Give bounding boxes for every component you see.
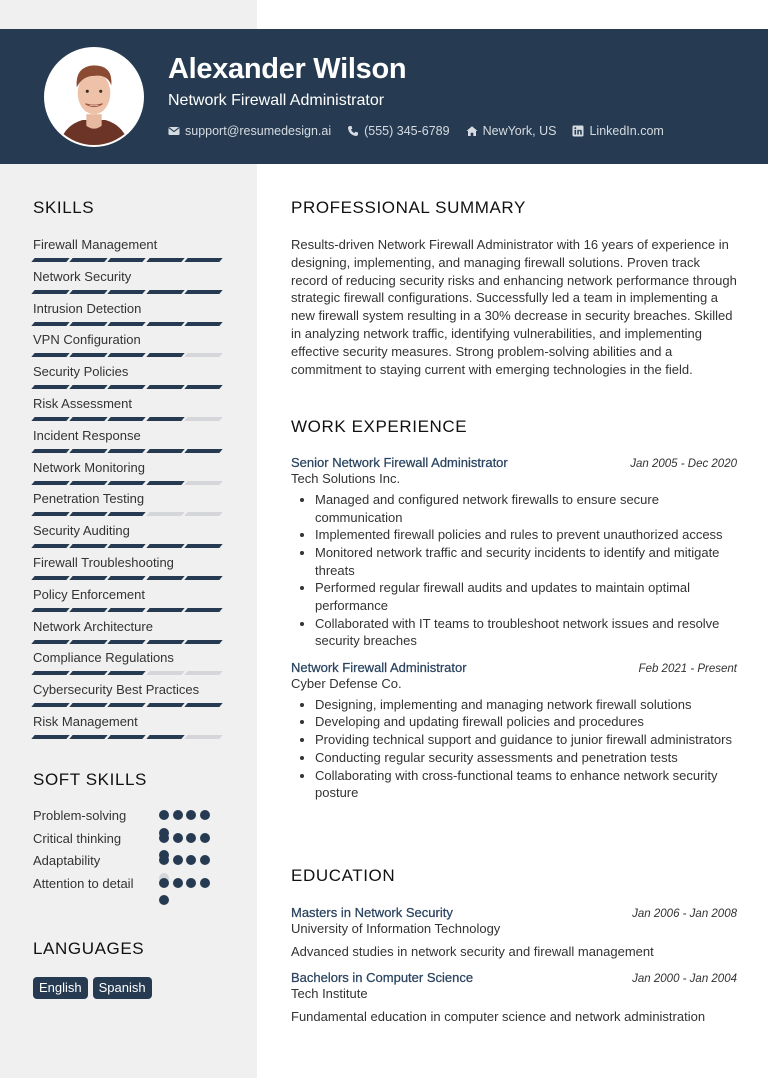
job-bullet: • Developing and updating firewall policies and procedures (315, 713, 737, 731)
level-bar-filled (108, 258, 146, 262)
level-bar-filled (184, 290, 222, 294)
contact-email[interactable] (168, 124, 331, 138)
phone-icon (347, 125, 359, 137)
candidate-name: Alexander Wilson (168, 53, 407, 85)
level-bar-filled (108, 385, 146, 389)
skill-name: Network Security (33, 268, 132, 284)
summary-section (291, 198, 737, 378)
skill-name: Network Architecture (33, 618, 153, 634)
skill-name: Policy Enforcement (33, 586, 145, 602)
job-header (291, 660, 737, 675)
job-bullets (291, 491, 737, 650)
soft-skill-item (33, 852, 233, 875)
skill-level-bars (33, 576, 233, 580)
level-bar-filled (184, 703, 222, 707)
summary-heading: PROFESSIONAL SUMMARY (291, 198, 526, 217)
level-bar-empty (184, 735, 222, 739)
level-bar-filled (70, 703, 108, 707)
level-bar-filled (108, 449, 146, 453)
candidate-title: Network Firewall Administrator (168, 92, 385, 109)
skill-level-bars (33, 703, 233, 707)
skill-item (33, 713, 233, 745)
education-description: Advanced studies in network security and firewall management (291, 944, 654, 959)
level-bar-filled (70, 322, 108, 326)
level-dot-filled (173, 833, 183, 843)
level-bar-filled (108, 512, 146, 516)
level-bar-filled (31, 608, 69, 612)
skill-item (33, 268, 233, 300)
level-bar-filled (70, 417, 108, 421)
skill-level-bars (33, 290, 233, 294)
job-bullet: • Collaborating with cross-functional teams to enhance network security posture (315, 767, 737, 802)
level-bar-empty (146, 512, 184, 516)
soft-skill-name: Critical thinking (33, 830, 122, 846)
level-bar-filled (108, 290, 146, 294)
level-bar-filled (31, 353, 69, 357)
jobs-list (291, 455, 737, 802)
level-bar-filled (70, 640, 108, 644)
level-bar-filled (146, 703, 184, 707)
level-bar-filled (31, 481, 69, 485)
level-bar-filled (146, 640, 184, 644)
level-bar-filled (108, 640, 146, 644)
contact-location (466, 124, 557, 138)
soft-skill-item (33, 875, 233, 915)
skill-name: Incident Response (33, 427, 141, 443)
skill-item (33, 586, 233, 618)
level-dot-filled (200, 833, 210, 843)
level-dot-filled (200, 878, 210, 888)
level-bar-filled (31, 576, 69, 580)
skills-heading: SKILLS (33, 198, 95, 217)
level-dot-filled (173, 878, 183, 888)
work-heading: WORK EXPERIENCE (291, 417, 468, 436)
skill-item (33, 363, 233, 395)
level-bar-filled (70, 608, 108, 612)
education-dates: Jan 2006 - Jan 2008 (632, 908, 737, 920)
education-degree: Masters in Network Security (291, 905, 453, 920)
level-bar-filled (70, 481, 108, 485)
linkedin-icon (572, 125, 584, 137)
soft-skills-heading: SOFT SKILLS (33, 770, 147, 789)
job-title: Network Firewall Administrator (291, 659, 467, 675)
level-dot-filled (159, 810, 169, 820)
skill-level-bars (33, 671, 233, 675)
level-dot-filled (186, 878, 196, 888)
level-bar-filled (184, 385, 222, 389)
level-bar-empty (184, 512, 222, 516)
skill-item (33, 427, 233, 459)
envelope-icon (168, 125, 180, 137)
skills-section (33, 198, 233, 745)
skill-name: Cybersecurity Best Practices (33, 682, 200, 698)
soft-skill-level-dots (159, 852, 215, 869)
level-bar-filled (70, 258, 108, 262)
level-bar-filled (70, 671, 108, 675)
level-dot-filled (159, 878, 169, 888)
skill-item (33, 522, 233, 554)
skill-level-bars (33, 258, 233, 262)
job-company: Tech Solutions Inc. (291, 471, 401, 486)
skill-name: Network Monitoring (33, 459, 145, 475)
level-bar-filled (146, 449, 184, 453)
job-bullet: • Collaborated with IT teams to troubleshoot network issues and resolve security breaches (315, 615, 737, 650)
job-bullet: • Conducting regular security assessments and penetration tests (315, 749, 737, 767)
level-bar-filled (31, 258, 69, 262)
level-bar-filled (146, 608, 184, 612)
profile-photo (44, 47, 144, 147)
job-company: Cyber Defense Co. (291, 675, 402, 691)
education-list (291, 905, 737, 1025)
level-bar-filled (31, 671, 69, 675)
level-dot-filled (159, 833, 169, 843)
level-bar-filled (31, 385, 69, 389)
languages-heading: LANGUAGES (33, 939, 145, 958)
skill-name: Security Policies (33, 364, 129, 380)
skill-name: Firewall Troubleshooting (33, 554, 174, 570)
level-bar-filled (70, 576, 108, 580)
level-bar-filled (108, 608, 146, 612)
home-icon (466, 125, 478, 137)
education-entry (291, 970, 737, 1025)
level-dot-filled (200, 855, 210, 865)
level-bar-empty (184, 417, 222, 421)
skill-name: Firewall Management (33, 237, 158, 252)
level-bar-filled (70, 449, 108, 453)
soft-skill-level-dots (159, 807, 215, 824)
contact-phone-text: (555) 345-6789 (364, 124, 450, 138)
level-bar-filled (146, 353, 184, 357)
skill-name: VPN Configuration (33, 332, 141, 348)
level-bar-filled (184, 322, 222, 326)
contact-linkedin[interactable] (572, 124, 663, 138)
languages-list (33, 977, 157, 999)
level-bar-empty (184, 353, 222, 357)
skill-level-bars (33, 512, 233, 516)
level-bar-filled (146, 258, 184, 262)
contact-email-text: support@resumedesign.ai (185, 124, 332, 138)
skill-level-bars (33, 544, 233, 548)
level-bar-filled (108, 481, 146, 485)
language-badge: Spanish (93, 977, 152, 999)
skill-level-bars (33, 385, 233, 389)
level-bar-filled (146, 417, 184, 421)
level-bar-filled (146, 290, 184, 294)
skill-item (33, 554, 233, 586)
level-bar-filled (31, 322, 69, 326)
education-section (291, 866, 737, 1025)
job-bullet: • Implemented firewall policies and rules to prevent unauthorized access (315, 526, 737, 544)
level-bar-filled (184, 576, 222, 580)
soft-skill-name: Attention to detail (33, 875, 134, 891)
level-bar-filled (108, 735, 146, 739)
level-bar-filled (146, 481, 184, 485)
education-school: Tech Institute (291, 986, 368, 1001)
soft-skill-item (33, 807, 233, 830)
level-bar-empty (146, 671, 184, 675)
level-bar-filled (146, 385, 184, 389)
resume-header (0, 29, 768, 164)
education-description: Fundamental education in computer science and network administration (291, 1009, 706, 1024)
education-dates: Jan 2000 - Jan 2004 (632, 973, 737, 985)
soft-skills-list (33, 807, 233, 915)
level-bar-filled (70, 512, 108, 516)
job-header (291, 455, 737, 470)
work-experience-section (291, 417, 737, 802)
job-dates: Feb 2021 - Present (638, 662, 737, 675)
education-heading: EDUCATION (291, 866, 396, 885)
skill-level-bars (33, 417, 233, 421)
soft-skill-level-dots (159, 830, 215, 847)
skill-item (33, 395, 233, 427)
level-dot-filled (186, 810, 196, 820)
job-bullet: • Monitored network traffic and security incidents to identify and mitigate threats (315, 544, 737, 579)
contact-info (168, 124, 680, 138)
level-bar-filled (31, 735, 69, 739)
level-bar-filled (31, 290, 69, 294)
level-bar-filled (70, 385, 108, 389)
level-bar-filled (31, 703, 69, 707)
skill-item (33, 236, 233, 268)
education-header (291, 970, 737, 985)
level-bar-empty (184, 671, 222, 675)
level-bar-filled (108, 544, 146, 548)
level-bar-filled (108, 353, 146, 357)
contact-phone[interactable] (347, 124, 449, 138)
level-dot-filled (173, 810, 183, 820)
level-bar-filled (70, 290, 108, 294)
level-bar-filled (146, 322, 184, 326)
level-bar-filled (108, 322, 146, 326)
job-entry (291, 660, 737, 802)
education-school: University of Information Technology (291, 921, 501, 936)
contact-linkedin-text: LinkedIn.com (589, 124, 664, 138)
skill-name: Risk Assessment (33, 395, 132, 411)
summary-text: Results-driven Network Firewall Administrator with 16 years of experience in designing, implementing, and managing firewall solutions. Proven track record of reducing security risks and enhancing network performance through strategic firewall configurations. Successfully led a team in implementing a new firewall system resulting in a 30% decrease in security breaches. Skilled in analyzing network traffic, identifying vulnerabilities, and implementing effective security measures. Strong problem-solving abilities and a commitment to staying current with emerging technologies in the field. (291, 237, 737, 377)
job-title: Senior Network Firewall Administrator (291, 455, 508, 470)
level-bar-filled (108, 671, 146, 675)
job-bullet: • Performed regular firewall audits and updates to maintain optimal performance (315, 579, 737, 614)
person-portrait-icon (46, 49, 142, 145)
skills-list (33, 236, 233, 745)
education-entry (291, 905, 737, 960)
skill-item (33, 459, 233, 491)
soft-skill-item (33, 830, 233, 853)
job-dates: Jan 2005 - Dec 2020 (630, 458, 737, 470)
level-dot-filled (159, 855, 169, 865)
level-dot-filled (159, 895, 169, 905)
level-dot-filled (200, 810, 210, 820)
level-bar-filled (146, 735, 184, 739)
level-bar-filled (70, 735, 108, 739)
level-bar-filled (31, 640, 69, 644)
level-bar-filled (146, 576, 184, 580)
contact-location-text: NewYork, US (482, 124, 557, 138)
language-badge: English (33, 977, 88, 999)
skill-name: Intrusion Detection (33, 300, 142, 316)
skill-level-bars (33, 735, 233, 739)
level-bar-filled (184, 640, 222, 644)
soft-skill-level-dots (159, 875, 215, 892)
soft-skill-name: Problem-solving (33, 808, 127, 823)
level-bar-filled (108, 703, 146, 707)
job-bullet: • Managed and configured network firewalls to ensure secure communication (315, 491, 737, 526)
skill-level-bars (33, 449, 233, 453)
level-bar-filled (108, 417, 146, 421)
skill-level-bars (33, 322, 233, 326)
skill-name: Risk Management (33, 713, 138, 729)
level-bar-filled (31, 449, 69, 453)
job-entry (291, 455, 737, 650)
skill-level-bars (33, 481, 233, 485)
level-bar-filled (70, 353, 108, 357)
skill-item (33, 331, 233, 363)
level-bar-filled (146, 544, 184, 548)
level-bar-filled (184, 544, 222, 548)
job-bullet: • Designing, implementing and managing network firewall solutions (315, 696, 737, 714)
level-bar-empty (184, 481, 222, 485)
skill-name: Security Auditing (33, 523, 130, 539)
level-bar-filled (184, 608, 222, 612)
level-bar-filled (184, 258, 222, 262)
level-dot-filled (173, 855, 183, 865)
skill-name: Penetration Testing (33, 491, 145, 507)
level-bar-filled (108, 576, 146, 580)
skill-item (33, 618, 233, 650)
level-bar-filled (70, 544, 108, 548)
skill-level-bars (33, 608, 233, 612)
skill-item (33, 490, 233, 522)
skill-item (33, 649, 233, 681)
level-dot-filled (186, 855, 196, 865)
soft-skills-section (33, 770, 233, 915)
soft-skill-name: Adaptability (33, 853, 101, 869)
skill-item (33, 681, 233, 713)
skill-level-bars (33, 353, 233, 357)
skill-level-bars (33, 640, 233, 644)
education-degree: Bachelors in Computer Science (291, 970, 474, 985)
skill-item (33, 300, 233, 332)
level-bar-filled (31, 544, 69, 548)
education-header (291, 905, 737, 920)
level-dot-filled (186, 833, 196, 843)
level-bar-filled (31, 417, 69, 421)
level-bar-filled (31, 512, 69, 516)
job-bullets (291, 696, 737, 802)
skill-name: Compliance Regulations (33, 650, 174, 666)
job-bullet: • Providing technical support and guidance to junior firewall administrators (315, 731, 737, 749)
level-bar-filled (184, 449, 222, 453)
languages-section (33, 939, 157, 999)
